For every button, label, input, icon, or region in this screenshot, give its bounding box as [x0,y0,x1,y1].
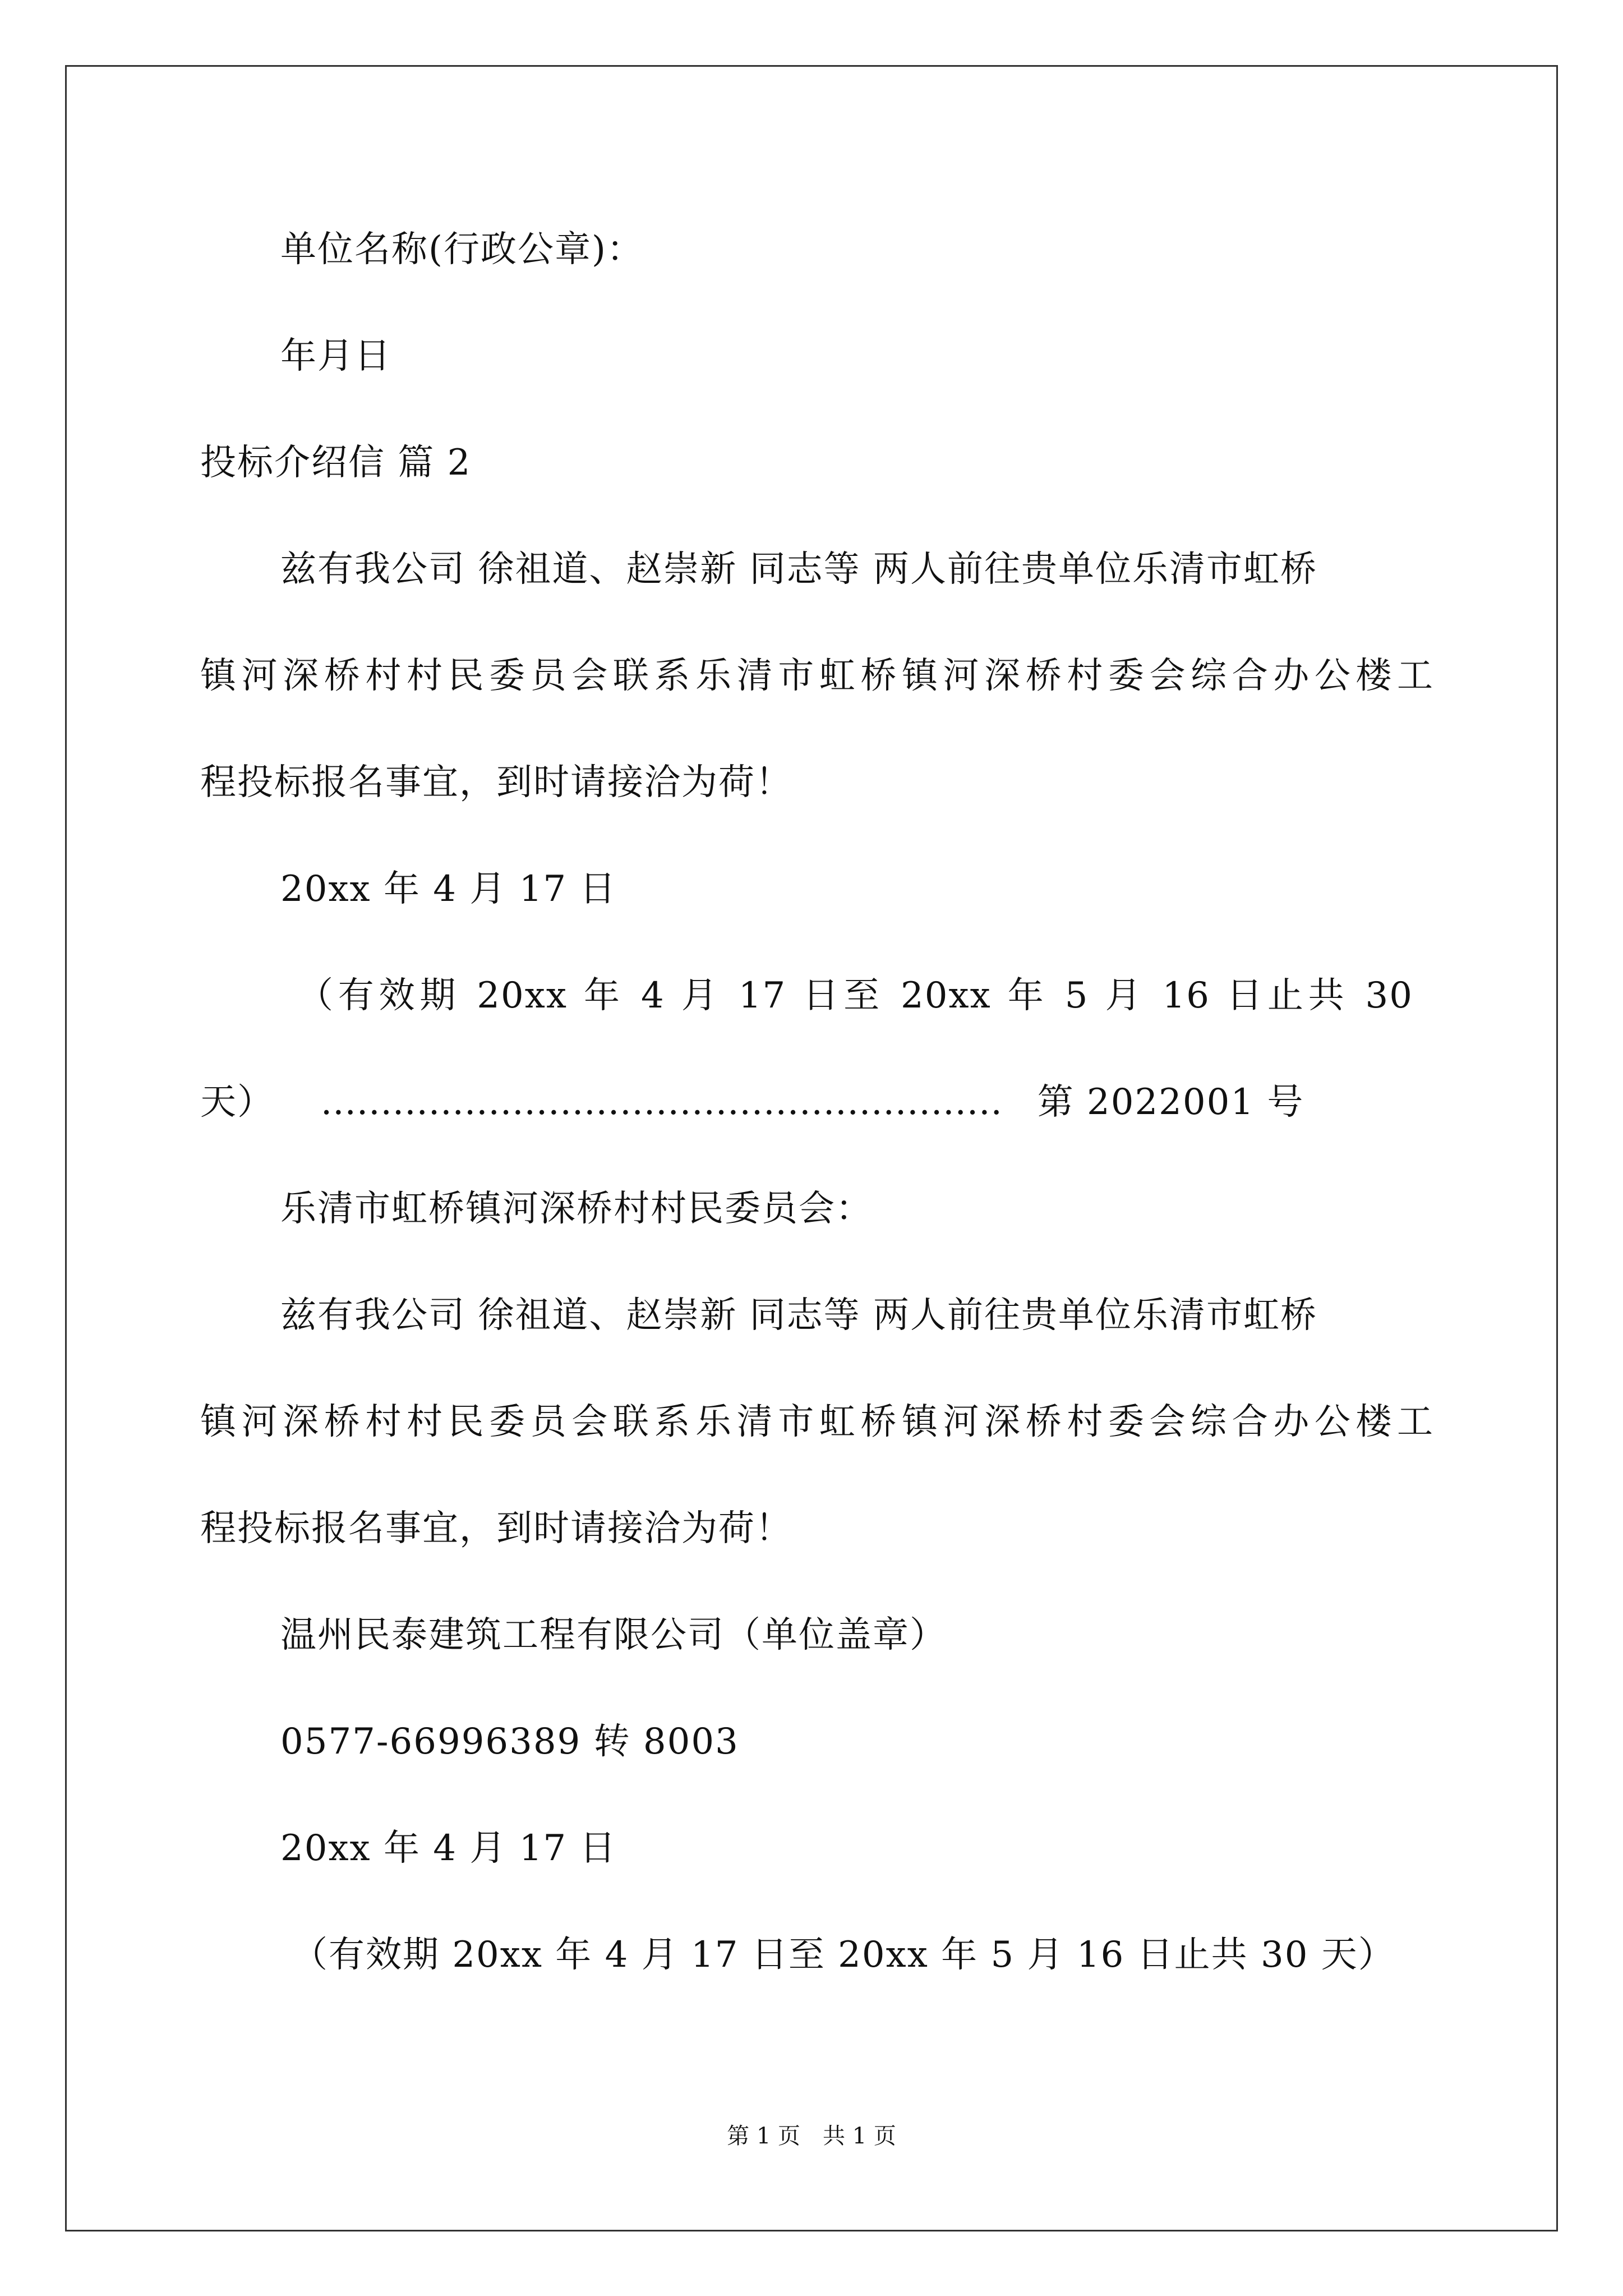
validity1-line2 [200,1077,1304,1128]
para1-line2: 镇河深桥村村民委员会联系乐清市虹桥镇河深桥村委会综合办公楼工 [200,655,1434,697]
date-placeholder-line: 年月日 [280,335,391,377]
unit-name-line: 单位名称(行政公章)： [280,229,644,270]
validity2-line: （有效期 20xx 年 4 月 17 日至 20xx 年 5 月 16 日止共 30 天） [292,1934,1395,1976]
company-line: 温州民泰建筑工程有限公司（单位盖章） [280,1614,947,1656]
validity1-days: 天） [200,1082,274,1123]
page-footer: 第 1 页 共 1 页 [727,2123,896,2149]
para2-line3: 程投标报名事宜，到时请接洽为荷！ [200,1508,792,1549]
recipient-line: 乐清市虹桥镇河深桥村村民委员会： [280,1188,873,1230]
validity1-line1: （有效期 20xx 年 4 月 17 日至 20xx 年 5 月 16 日止共 30 [297,975,1413,1016]
para1-line3: 程投标报名事宜，到时请接洽为荷！ [200,762,792,803]
date2-line: 20xx 年 4 月 17 日 [280,1828,617,1869]
section-title: 投标介绍信 篇 2 [200,442,472,484]
page-frame [65,65,1558,2231]
para2-line2: 镇河深桥村村民委员会联系乐清市虹桥镇河深桥村委会综合办公楼工 [200,1401,1434,1443]
validity1-dots: ………………………………………………… [320,1082,1003,1123]
date1-line: 20xx 年 4 月 17 日 [280,868,617,910]
phone-line: 0577-66996389 转 8003 [280,1721,739,1763]
para1-line1: 兹有我公司 徐祖道、赵崇新 同志等 两人前往贵单位乐清市虹桥 [280,549,1318,590]
para2-line1: 兹有我公司 徐祖道、赵崇新 同志等 两人前往贵单位乐清市虹桥 [280,1295,1318,1336]
validity1-number: 第 2022001 号 [1037,1082,1304,1123]
